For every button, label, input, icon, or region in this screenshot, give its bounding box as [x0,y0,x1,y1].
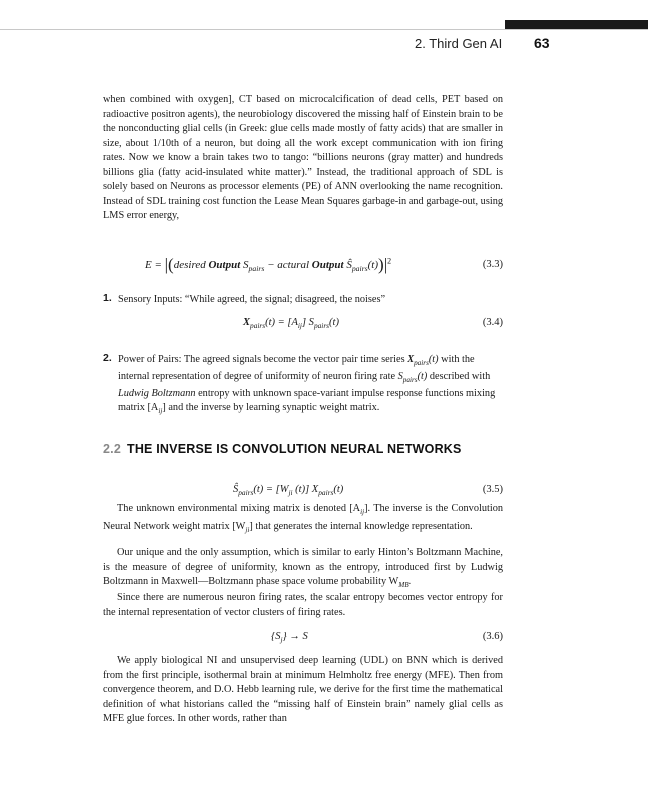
equation-3-4: $X_{pairs}(t) = [A_{ij}]$ $S_{pairs}(t)$ (3.4) [243,317,503,331]
equation-3-6: $\{S_j\} \to S$ (3.6) [271,631,503,645]
paragraph-mixing-matrix: The unknown environmental mixing matrix is denoted $[A_{ij}]$. The inverse is the Convolution Neural Network weight matrix $[W_{ji}]$ that generates the internal knowledge representation. [103,503,503,534]
equation-number: (3.4) [482,317,503,328]
equation-number: (3.6) [482,631,503,642]
equation-number: (3.5) [482,484,503,495]
equation-number: (3.3) [482,259,503,270]
equation-3-5: $Ŝ_{pairs}(t) = [W_{ji}$ (t)] $X_{pairs}(t)$ (3.5) [233,484,503,498]
header-rule [0,29,648,30]
paragraph-biological-ni: We apply biological NI and unsupervised deep learning (UDL) on BNN which is derived from the first principle, isothermal brain at minimum Helmholtz free energy (MFE). Then from convergence theorem, and D.O. Hebb learning rule, we derive for the first time the mathematical definition of what historians called the “missing half of Einstein brain” namely glial cells as MFE glue forces. In other words, rather than [103,655,503,724]
running-title: 2. Third Gen AI [415,36,503,51]
list-item-sensory-inputs: Sensory Inputs: “While agreed, the signal; disagreed, the noises” [118,294,386,305]
section-heading [103,442,462,456]
running-header [0,35,550,55]
list-number: 2. [103,352,112,364]
section-number: 2.2 [103,442,121,456]
equation-3-3: E = |(desired Output $S_{pairs}$ − actural Output $Ŝ_{pairs}(t))|^2$ (3.3) [145,255,503,274]
paragraph-vector-entropy: Since there are numerous neuron firing rates, the scalar entropy becomes vector entropy for the internal representation of vector clusters of firing rates. [103,592,503,618]
list-item-power-of-pairs: Power of Pairs: The agreed signals become the vector pair time series $X_{pairs}(t)$ with the internal representation of degree of uniformity of neuron firing rate $S_{pairs}(t)$ described with Ludwig Boltzmann entropy with unknown space-variant impulse response functions mixing matrix $[A_{ij}]$ and the inverse by learning synaptic weight matrix. [118,354,496,416]
paragraph-assumption: Our unique and the only assumption, which is similar to early Hinton’s Boltzmann Machine, is the measure of degree of uniformity, known as the entropy, introduced first by Ludwig Boltzmann in Maxwell—Boltzmann phase space volume probability $W_{MB}$. [103,547,503,590]
list-number: 1. [103,292,112,304]
intro-paragraph: when combined with oxygen], CT based on microcalcification of dead cells, PET based on radioactive positron agents), the neurobiology discovered the missing half of Einstein brain to be the nonconducting glial cells (in Greek: glue cells made mostly of fatty acids) that are smaller in size, about 1/10th of a neuron, but doing all the work except communication with ion firing rates. Now we know a brain takes two to tango: “billions neurons (gray matter) and hundreds billions glia (fatty acid-insulated white matter).” Instead, the traditional approach of SDL is solely based on Neurons as processor elements (PE) of ANN overlooking the name recognition. Instead of SDL training cost function the Lease Mean Squares garbage-in and garbage-out, using LMS error energy, [103,94,503,221]
page-number: 63 [534,35,550,51]
section-title: THE INVERSE IS CONVOLUTION NEURAL NETWORKS [126,442,462,456]
